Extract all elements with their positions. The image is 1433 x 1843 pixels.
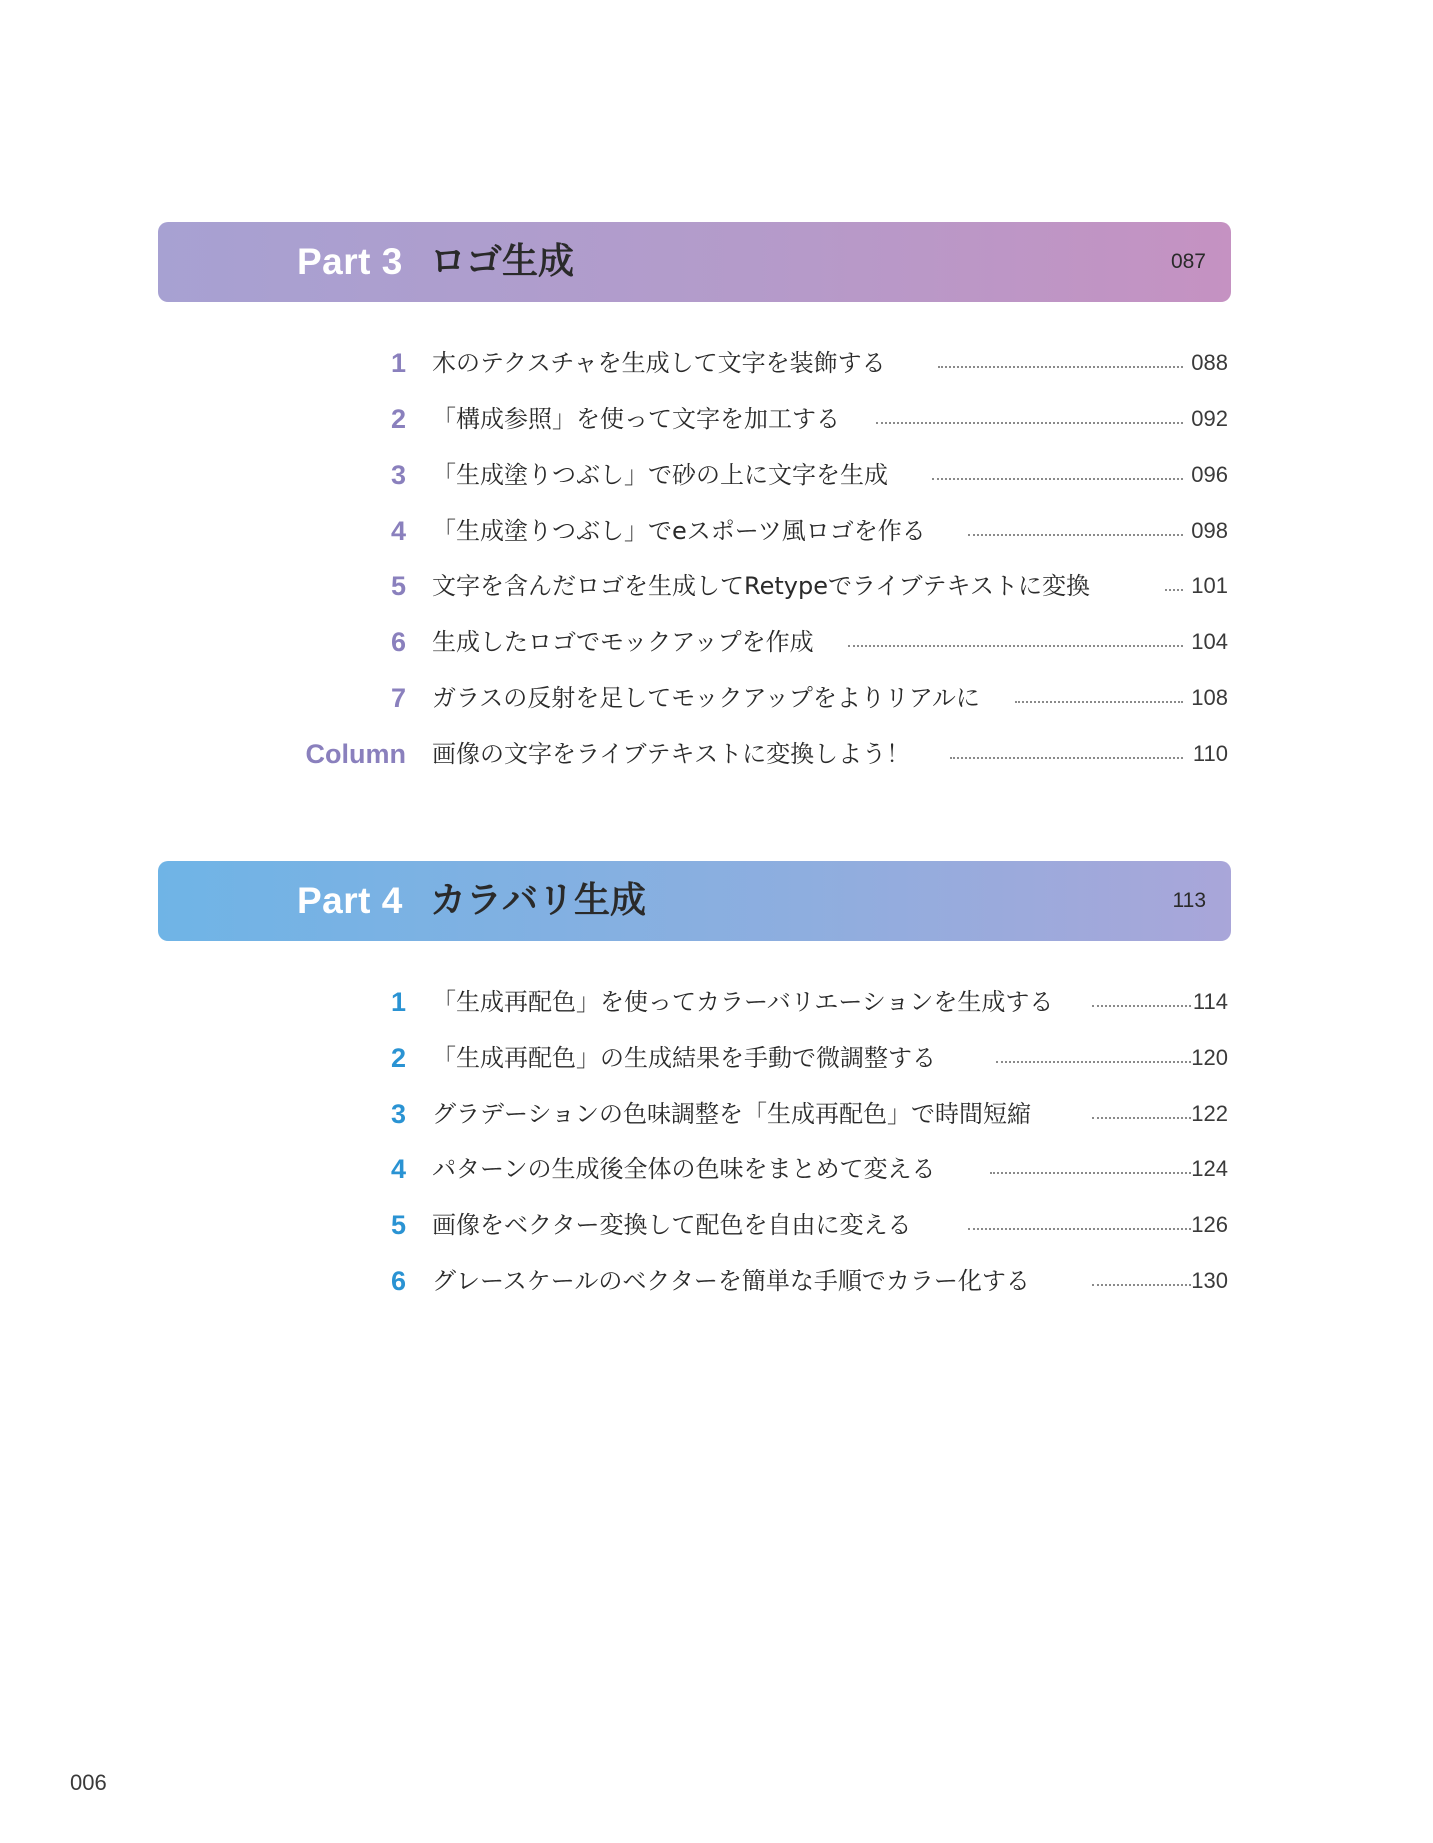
toc-row[interactable]	[0, 1038, 1433, 1078]
toc-page: 101	[1191, 573, 1228, 598]
part3-page: 087	[1170, 250, 1206, 273]
part4-header	[158, 861, 1231, 941]
toc-row[interactable]	[0, 455, 1433, 495]
leader-dots	[938, 366, 1183, 368]
toc-page: 122	[1191, 1101, 1228, 1126]
toc-row[interactable]	[0, 399, 1433, 439]
toc-row[interactable]	[0, 1261, 1433, 1301]
toc-number: 1	[390, 348, 406, 378]
toc-page: 120	[1191, 1045, 1228, 1070]
toc-page: 098	[1191, 518, 1228, 543]
leader-dots	[848, 645, 1183, 647]
toc-page: 114	[1192, 989, 1228, 1014]
page-number: 006	[70, 1770, 107, 1795]
toc-number: 4	[390, 516, 406, 546]
part4-label: Part 4	[297, 880, 403, 921]
toc-row[interactable]	[0, 678, 1433, 718]
toc-page: 104	[1191, 629, 1228, 654]
toc-title: グレースケールのベクターを簡単な手順でカラー化する	[432, 1267, 1030, 1295]
part4-title: カラバリ生成	[430, 880, 647, 921]
toc-title: 「構成参照」を使って文字を加工する	[432, 405, 840, 433]
toc-row[interactable]	[0, 1205, 1433, 1245]
leader-dots	[1015, 701, 1183, 703]
leader-dots	[876, 422, 1183, 424]
toc-page: 096	[1191, 462, 1228, 487]
toc-number: 4	[390, 1154, 406, 1184]
toc-title: 文字を含んだロゴを生成してRetypeでライブテキストに変換	[432, 572, 1091, 600]
toc-title: グラデーションの色味調整を「生成再配色」で時間短縮	[432, 1100, 1032, 1128]
leader-dots	[1092, 1284, 1191, 1286]
toc-title: 画像の文字をライブテキストに変換しよう！	[432, 740, 911, 768]
toc-page: 110	[1192, 741, 1228, 766]
part3-title: ロゴ生成	[430, 241, 575, 282]
toc-title: 画像をベクター変換して配色を自由に変える	[432, 1211, 912, 1239]
leader-dots	[968, 1228, 1191, 1230]
leader-dots	[1092, 1117, 1191, 1119]
toc-number: 3	[390, 1099, 406, 1129]
toc-row[interactable]	[0, 982, 1433, 1022]
toc-row[interactable]	[0, 1094, 1433, 1134]
toc-number: 5	[390, 571, 406, 601]
part3-header	[158, 222, 1231, 302]
leader-dots	[996, 1061, 1191, 1063]
toc-title: 「生成塗りつぶし」でeスポーツ風ロゴを作る	[432, 517, 926, 545]
part3-label: Part 3	[297, 241, 403, 282]
toc-title: 木のテクスチャを生成して文字を装飾する	[432, 349, 886, 377]
leader-dots	[990, 1172, 1191, 1174]
toc-title: パターンの生成後全体の色味をまとめて変える	[432, 1155, 936, 1183]
toc-number: 5	[390, 1210, 406, 1240]
toc-row-column[interactable]	[0, 734, 1433, 774]
toc-row[interactable]	[0, 1149, 1433, 1189]
toc-title: ガラスの反射を足してモックアップをよりリアルに	[432, 684, 980, 712]
toc-row[interactable]	[0, 622, 1433, 662]
toc-page: 130	[1191, 1268, 1228, 1293]
toc-title: 「生成再配色」を使ってカラーバリエーションを生成する	[432, 988, 1054, 1016]
toc-number: 6	[390, 627, 406, 657]
toc-page: 126	[1191, 1212, 1228, 1237]
toc-number: 2	[390, 404, 406, 434]
toc-number: 7	[390, 683, 406, 713]
toc-number: 2	[390, 1043, 406, 1073]
toc-title: 「生成塗りつぶし」で砂の上に文字を生成	[432, 461, 888, 489]
toc-row[interactable]	[0, 343, 1433, 383]
toc-row[interactable]	[0, 566, 1433, 606]
toc-number: 3	[390, 460, 406, 490]
part4-page: 113	[1172, 889, 1206, 912]
toc-column-label: Column	[305, 739, 406, 769]
toc-page: 124	[1191, 1156, 1228, 1181]
toc-row[interactable]	[0, 511, 1433, 551]
leader-dots	[1165, 589, 1183, 591]
toc-page: 092	[1191, 406, 1228, 431]
leader-dots	[932, 478, 1183, 480]
leader-dots	[968, 534, 1183, 536]
toc-number: 6	[390, 1266, 406, 1296]
leader-dots	[950, 757, 1183, 759]
leader-dots	[1092, 1005, 1191, 1007]
toc-number: 1	[390, 987, 406, 1017]
toc-page: 088	[1191, 350, 1228, 375]
toc-page: 108	[1191, 685, 1228, 710]
toc-title: 生成したロゴでモックアップを作成	[432, 628, 814, 656]
toc-title: 「生成再配色」の生成結果を手動で微調整する	[432, 1044, 936, 1072]
